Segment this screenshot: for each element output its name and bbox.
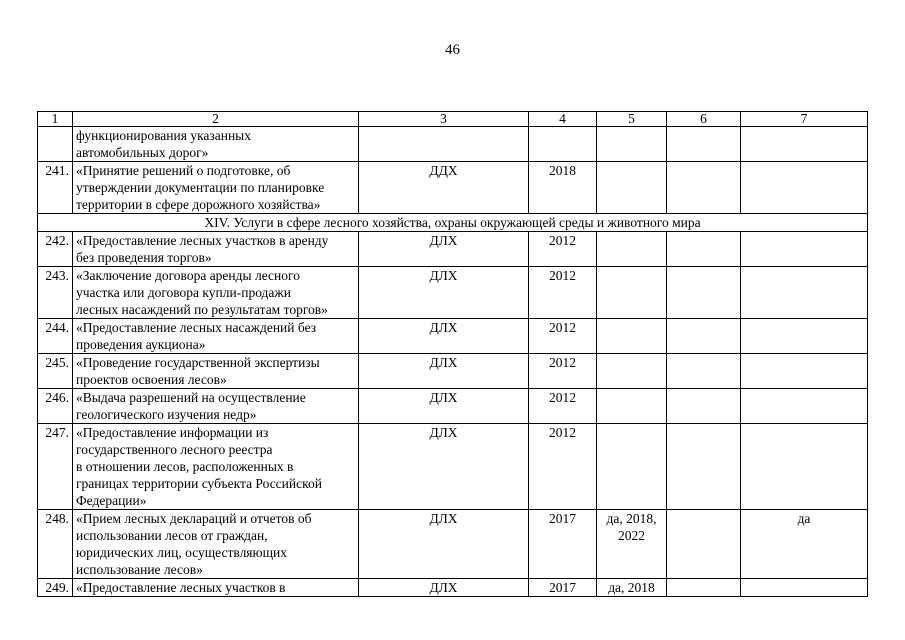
column-5-value — [597, 232, 667, 267]
service-name: «Проведение государственной экспертизы проектов освоения лесов» — [73, 354, 359, 389]
year: 2012 — [529, 354, 597, 389]
department: ДЛХ — [359, 579, 529, 597]
column-7-value — [741, 354, 868, 389]
column-6-value — [667, 319, 741, 354]
row-number: 247. — [38, 424, 73, 510]
department: ДЛХ — [359, 232, 529, 267]
column-5-value: да, 2018, 2022 — [597, 510, 667, 579]
service-name: «Предоставление лесных насаждений без проведения аукциона» — [73, 319, 359, 354]
section-title: XIV. Услуги в сфере лесного хозяйства, охраны окружающей среды и животного мира — [38, 214, 868, 232]
year: 2012 — [529, 267, 597, 319]
table-row — [38, 267, 868, 319]
services-table — [37, 111, 868, 597]
column-header: 2 — [73, 112, 359, 127]
row-number: 249. — [38, 579, 73, 597]
column-7-value — [741, 319, 868, 354]
row-number — [38, 127, 73, 162]
year: 2012 — [529, 389, 597, 424]
service-name: «Прием лесных деклараций и отчетов об использовании лесов от граждан, юридических лиц, осуществляющих использование лесов» — [73, 510, 359, 579]
column-7-value — [741, 267, 868, 319]
service-name: «Предоставление лесных участков в аренду без проведения торгов» — [73, 232, 359, 267]
row-number: 244. — [38, 319, 73, 354]
column-header: 5 — [597, 112, 667, 127]
column-header: 1 — [38, 112, 73, 127]
column-header: 7 — [741, 112, 868, 127]
department: ДЛХ — [359, 389, 529, 424]
year — [529, 127, 597, 162]
column-5-value — [597, 354, 667, 389]
section-row — [38, 214, 868, 232]
column-6-value — [667, 389, 741, 424]
row-number: 246. — [38, 389, 73, 424]
year: 2012 — [529, 232, 597, 267]
row-number: 242. — [38, 232, 73, 267]
column-6-value — [667, 162, 741, 214]
row-number: 245. — [38, 354, 73, 389]
row-number: 248. — [38, 510, 73, 579]
column-7-value — [741, 389, 868, 424]
column-header: 3 — [359, 112, 529, 127]
page-number: 46 — [445, 42, 460, 58]
table-row — [38, 424, 868, 510]
column-5-value — [597, 127, 667, 162]
table-row — [38, 510, 868, 579]
year: 2012 — [529, 424, 597, 510]
department — [359, 127, 529, 162]
column-6-value — [667, 232, 741, 267]
column-7-value — [741, 424, 868, 510]
table-row — [38, 579, 868, 597]
table-row — [38, 389, 868, 424]
column-7-value: да — [741, 510, 868, 579]
column-5-value — [597, 389, 667, 424]
table-row — [38, 127, 868, 162]
column-header: 6 — [667, 112, 741, 127]
table-row — [38, 232, 868, 267]
year: 2018 — [529, 162, 597, 214]
table-row — [38, 354, 868, 389]
department: ДДХ — [359, 162, 529, 214]
department: ДЛХ — [359, 354, 529, 389]
column-7-value — [741, 127, 868, 162]
service-name: «Предоставление информации из государственного лесного реестра в отношении лесов, расположенных в границах территории субъекта Российской Федерации» — [73, 424, 359, 510]
column-6-value — [667, 267, 741, 319]
column-6-value — [667, 354, 741, 389]
department: ДЛХ — [359, 424, 529, 510]
column-header: 4 — [529, 112, 597, 127]
table-row — [38, 319, 868, 354]
table-row — [38, 162, 868, 214]
department: ДЛХ — [359, 319, 529, 354]
year: 2017 — [529, 579, 597, 597]
row-number: 241. — [38, 162, 73, 214]
column-6-value — [667, 424, 741, 510]
column-7-value — [741, 232, 868, 267]
column-7-value — [741, 162, 868, 214]
column-5-value — [597, 319, 667, 354]
service-name: «Предоставление лесных участков в — [73, 579, 359, 597]
row-number: 243. — [38, 267, 73, 319]
service-name: «Принятие решений о подготовке, об утверждении документации по планировке территории в сфере дорожного хозяйства» — [73, 162, 359, 214]
column-7-value — [741, 579, 868, 597]
column-5-value — [597, 267, 667, 319]
department: ДЛХ — [359, 510, 529, 579]
year: 2017 — [529, 510, 597, 579]
department: ДЛХ — [359, 267, 529, 319]
service-name: «Заключение договора аренды лесного участка или договора купли-продажи лесных насаждений по результатам торгов» — [73, 267, 359, 319]
column-6-value — [667, 510, 741, 579]
table-body — [38, 112, 868, 597]
column-5-value — [597, 162, 667, 214]
column-5-value — [597, 424, 667, 510]
table-header-row — [38, 112, 868, 127]
service-name: «Выдача разрешений на осуществление геологического изучения недр» — [73, 389, 359, 424]
column-6-value — [667, 127, 741, 162]
column-5-value: да, 2018 — [597, 579, 667, 597]
year: 2012 — [529, 319, 597, 354]
service-name: функционирования указанных автомобильных дорог» — [73, 127, 359, 162]
column-6-value — [667, 579, 741, 597]
